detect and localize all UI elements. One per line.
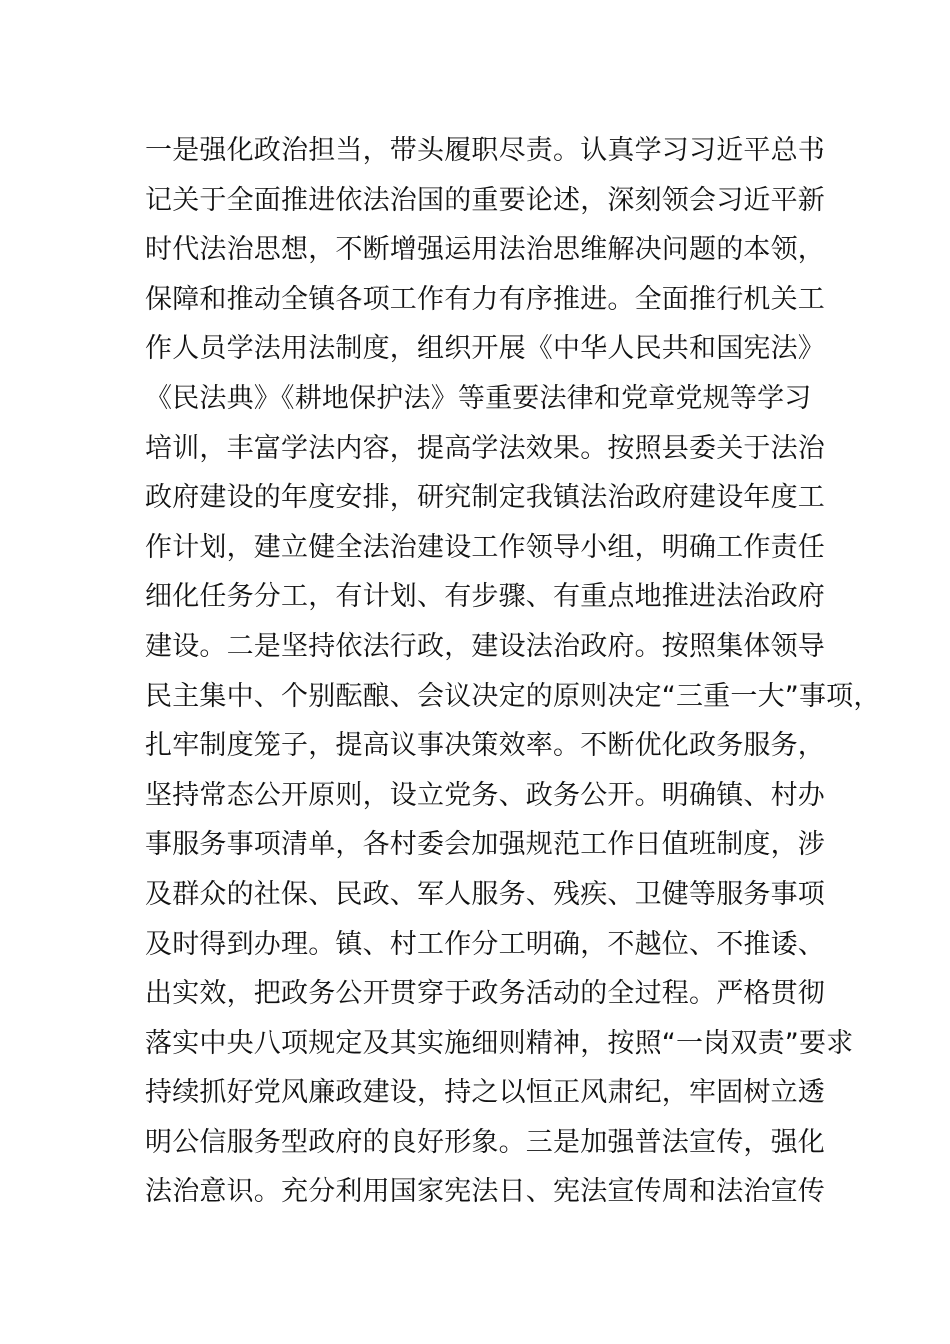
text-line: 及时得到办理。镇、村工作分工明确，不越位、不推诿、 xyxy=(145,928,825,960)
body-paragraph xyxy=(145,126,881,1217)
text-line: 保障和推动全镇各项工作有力有序推进。全面推行机关工 xyxy=(145,283,825,315)
text-line: 明公信服务型政府的良好形象。三是加强普法宣传，强化 xyxy=(145,1126,825,1158)
text-line: 出实效，把政务公开贯穿于政务活动的全过程。严格贯彻 xyxy=(145,978,825,1010)
text-line: 法治意识。充分利用国家宪法日、宪法宣传周和法治宣传 xyxy=(145,1176,825,1208)
text-line: 政府建设的年度安排，研究制定我镇法治政府建设年度工 xyxy=(145,482,825,514)
text-line: 作人员学法用法制度，组织开展《中华人民共和国宪法》 xyxy=(145,333,825,365)
text-line: 《民法典》《耕地保护法》等重要法律和党章党规等学习 xyxy=(145,382,812,414)
text-line: 民主集中、个别酝酿、会议决定的原则决定“三重一大”事项， xyxy=(145,680,881,712)
text-line: 记关于全面推进依法治国的重要论述，深刻领会习近平新 xyxy=(145,184,825,216)
text-line: 时代法治思想，不断增强运用法治思维解决问题的本领， xyxy=(145,234,825,266)
text-line: 培训，丰富学法内容，提高学法效果。按照县委关于法治 xyxy=(145,432,825,464)
text-line: 坚持常态公开原则，设立党务、政务公开。明确镇、村办 xyxy=(145,779,825,811)
text-line: 及群众的社保、民政、军人服务、残疾、卫健等服务事项 xyxy=(145,878,825,910)
text-line: 事服务事项清单，各村委会加强规范工作日值班制度，涉 xyxy=(145,829,825,861)
text-line: 细化任务分工，有计划、有步骤、有重点地推进法治政府 xyxy=(145,581,825,613)
text-line: 建设。二是坚持依法行政，建设法治政府。按照集体领导 xyxy=(145,630,825,662)
text-line: 持续抓好党风廉政建设，持之以恒正风肃纪，牢固树立透 xyxy=(145,1077,825,1109)
text-line: 落实中央八项规定及其实施细则精神，按照“一岗双责”要求 xyxy=(145,1027,854,1059)
text-line: 一是强化政治担当，带头履职尽责。认真学习习近平总书 xyxy=(145,135,825,166)
text-line: 扎牢制度笼子，提高议事决策效率。不断优化政务服务， xyxy=(145,730,825,762)
text-line: 作计划，建立健全法治建设工作领导小组，明确工作责任 xyxy=(145,531,825,563)
